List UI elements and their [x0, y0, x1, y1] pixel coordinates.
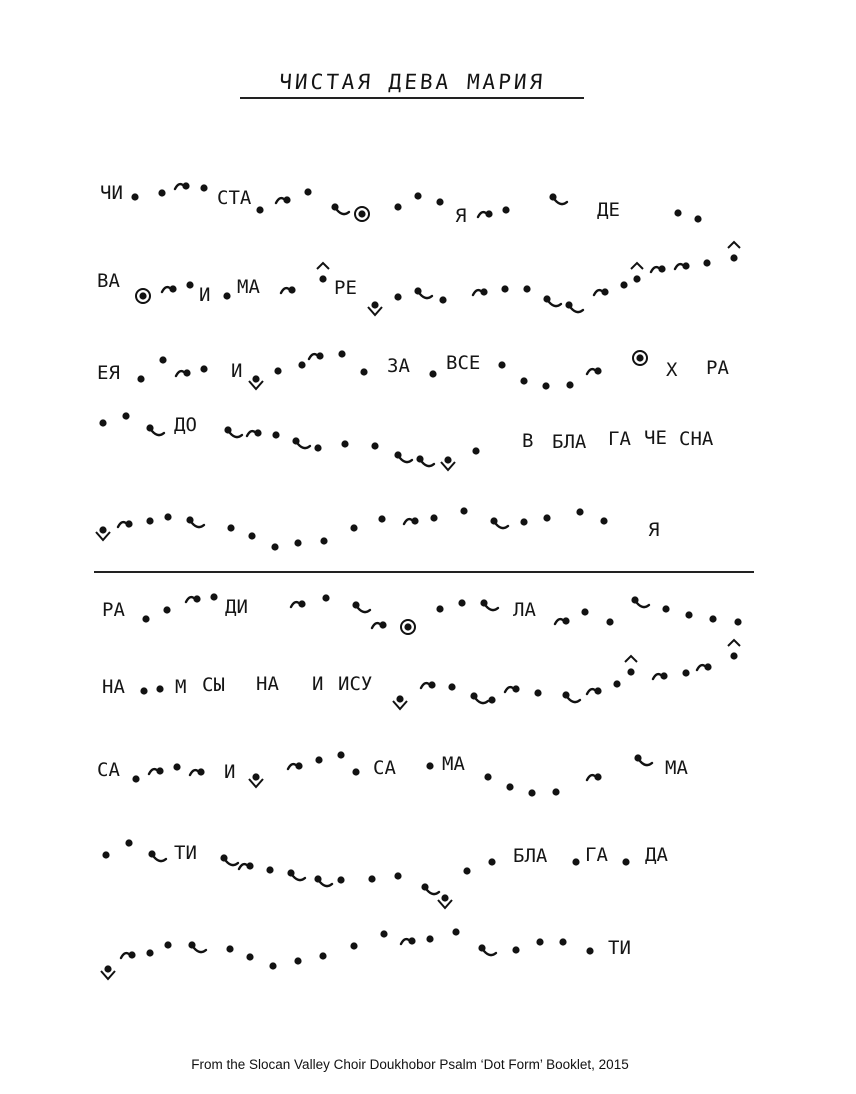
note-dot [594, 367, 601, 374]
note-dot [350, 524, 357, 531]
note-dot [480, 288, 487, 295]
note-dot [542, 382, 549, 389]
note-dot [338, 350, 345, 357]
note-dot [559, 938, 566, 945]
note-slur [420, 294, 432, 298]
note-dot [594, 687, 601, 694]
note-dot [256, 206, 263, 213]
note-caret [728, 242, 740, 248]
note-dot [254, 429, 261, 436]
syllable: ЗА [387, 355, 410, 377]
syllable: БЛА [552, 431, 587, 453]
note-dot [523, 285, 530, 292]
note-dot [488, 696, 495, 703]
note-dot [396, 695, 403, 702]
note-dot [283, 196, 290, 203]
note-caret [728, 640, 740, 646]
note-dot [271, 543, 278, 550]
syllable: ТИ [174, 842, 197, 864]
note-dot [173, 763, 180, 770]
note-dot [658, 265, 665, 272]
note-dot [378, 515, 385, 522]
note-slur [549, 302, 561, 306]
note-dot [408, 937, 415, 944]
syllable: И [224, 761, 236, 783]
note-dot [99, 526, 106, 533]
page-title: ЧИСТАЯ ДЕВА МАРИЯ [278, 70, 547, 94]
note-dot [320, 537, 327, 544]
note-dot [594, 773, 601, 780]
note-dot [501, 285, 508, 292]
note-dot [485, 210, 492, 217]
note-dot [484, 773, 491, 780]
note-dot [137, 375, 144, 382]
note-dot [294, 539, 301, 546]
note-dot [463, 867, 470, 874]
note-slur [571, 308, 583, 312]
syllable: ДА [645, 844, 668, 866]
note-slur [337, 210, 349, 214]
note-caret [631, 263, 643, 269]
note-dot [164, 941, 171, 948]
note-dot [536, 938, 543, 945]
syllable: ЕЯ [97, 362, 120, 384]
note-dot [248, 532, 255, 539]
note-slur [640, 761, 652, 765]
note-slur [484, 951, 496, 955]
syllable: И [312, 673, 324, 695]
note-caret [317, 263, 329, 269]
note-dot [394, 872, 401, 879]
note-dot [528, 789, 535, 796]
note-slur [486, 606, 498, 610]
syllable: МА [665, 757, 688, 779]
syllable: ЧЕ [644, 427, 667, 449]
note-dot [122, 412, 129, 419]
syllable: СЫ [202, 674, 225, 696]
note-dot [436, 198, 443, 205]
syllable: СНА [679, 428, 714, 450]
note-dot [660, 672, 667, 679]
syllable: ВСЕ [446, 352, 481, 374]
note-dot [159, 356, 166, 363]
verse1-line3-lyrics [97, 352, 729, 384]
syllable: ДИ [225, 596, 248, 618]
note-dot [586, 947, 593, 954]
note-dot [704, 663, 711, 670]
note-dot [266, 866, 273, 873]
note-dot [246, 953, 253, 960]
note-dot [186, 281, 193, 288]
note-dot [169, 285, 176, 292]
note-dot [636, 354, 643, 361]
note-dot [272, 431, 279, 438]
syllable: МА [237, 276, 260, 298]
note-slur [194, 948, 206, 952]
note-dot [252, 375, 259, 382]
note-dot [368, 875, 375, 882]
note-slur [555, 200, 567, 204]
note-dot [314, 444, 321, 451]
note-dot [441, 894, 448, 901]
note-dot [337, 876, 344, 883]
note-dot [411, 517, 418, 524]
note-dot [295, 762, 302, 769]
note-dot [444, 456, 451, 463]
note-dot [601, 288, 608, 295]
note-dot [298, 361, 305, 368]
note-dot [322, 594, 329, 601]
note-dot [439, 296, 446, 303]
note-slur [226, 861, 238, 865]
note-dot [627, 668, 634, 675]
note-dot [452, 928, 459, 935]
note-slur [358, 608, 370, 612]
syllable: СТА [217, 187, 252, 209]
note-slur [298, 444, 310, 448]
syllable: НА [256, 673, 279, 695]
note-dot [319, 952, 326, 959]
note-dot [269, 962, 276, 969]
note-dot [730, 652, 737, 659]
note-caret [625, 656, 637, 662]
syllable: ГА [585, 844, 608, 866]
note-dot [682, 262, 689, 269]
note-dot [223, 292, 230, 299]
syllable: ГА [608, 428, 631, 450]
note-dot [694, 215, 701, 222]
note-dot [125, 839, 132, 846]
syllable: СА [97, 759, 120, 781]
syllable: МА [442, 753, 465, 775]
note-dot [674, 209, 681, 216]
note-dot [502, 206, 509, 213]
note-dot [622, 858, 629, 865]
note-dot [520, 518, 527, 525]
note-dot [414, 192, 421, 199]
note-dot [734, 618, 741, 625]
note-dot [352, 768, 359, 775]
note-slur [400, 458, 412, 462]
note-dot [128, 951, 135, 958]
note-dot [298, 600, 305, 607]
syllable: ЧИ [100, 182, 123, 204]
note-dot [428, 681, 435, 688]
note-dot [394, 293, 401, 300]
note-slur [293, 876, 305, 880]
verse1-line2-lyrics [97, 270, 357, 306]
syllable: В [522, 430, 534, 452]
note-dot [274, 367, 281, 374]
note-slur [192, 523, 204, 527]
syllable: НА [102, 676, 125, 698]
note-dot [227, 524, 234, 531]
note-dot [662, 605, 669, 612]
note-dot [379, 621, 386, 628]
note-dot [709, 615, 716, 622]
note-dot [304, 188, 311, 195]
syllable: ДЕ [597, 199, 620, 221]
syllable: ИСУ [338, 673, 373, 695]
verse2-line5-lyrics [608, 937, 631, 959]
note-dot [685, 611, 692, 618]
note-dot [472, 447, 479, 454]
syllable: Я [648, 519, 660, 541]
note-dot [164, 513, 171, 520]
syllable: ДО [174, 414, 197, 436]
note-slur [427, 890, 439, 894]
syllable: Я [455, 205, 467, 227]
note-dot [102, 851, 109, 858]
note-dot [371, 301, 378, 308]
note-dot [512, 685, 519, 692]
syllable: ВА [97, 270, 120, 292]
note-dot [498, 361, 505, 368]
note-slur [320, 882, 332, 886]
note-dot [341, 440, 348, 447]
verse1-line5-lyrics [648, 519, 659, 541]
note-dot [703, 259, 710, 266]
note-dot [197, 768, 204, 775]
note-dot [394, 203, 401, 210]
note-dot [350, 942, 357, 949]
note-dot [566, 381, 573, 388]
syllable: ТИ [608, 937, 631, 959]
syllable: РА [706, 357, 729, 379]
note-dot [158, 189, 165, 196]
note-dot [576, 508, 583, 515]
syllable: Х [666, 359, 678, 381]
note-dot [315, 756, 322, 763]
note-dot [458, 599, 465, 606]
note-slur [568, 698, 580, 702]
note-dot [99, 419, 106, 426]
note-dot [246, 862, 253, 869]
note-dot [552, 788, 559, 795]
note-dot [606, 618, 613, 625]
note-dot [543, 514, 550, 521]
syllable: РЕ [334, 277, 357, 299]
note-dot [156, 685, 163, 692]
note-dot [125, 520, 132, 527]
note-dot [633, 275, 640, 282]
note-dot [562, 617, 569, 624]
note-dot [426, 935, 433, 942]
note-slur [496, 524, 508, 528]
note-dot [682, 669, 689, 676]
note-dot [358, 210, 365, 217]
note-dot [226, 945, 233, 952]
note-dot [429, 370, 436, 377]
note-dot [380, 930, 387, 937]
note-dot [131, 193, 138, 200]
note-dot [182, 182, 189, 189]
note-dot [294, 957, 301, 964]
note-dot [430, 514, 437, 521]
note-dot [200, 365, 207, 372]
note-dot [488, 858, 495, 865]
note-dot [600, 517, 607, 524]
syllable: ЛА [513, 599, 536, 621]
note-dot [139, 292, 146, 299]
note-slur [152, 431, 164, 435]
note-dot [316, 352, 323, 359]
note-dot [448, 683, 455, 690]
syllable: И [231, 360, 243, 382]
note-dot [360, 368, 367, 375]
syllable: РА [102, 599, 125, 621]
note-dot [146, 949, 153, 956]
note-dot [460, 507, 467, 514]
note-dot [156, 767, 163, 774]
source-caption: From the Slocan Valley Choir Doukhobor Psalm ‘Dot Form’ Booklet, 2015 [191, 1057, 629, 1072]
note-dot [288, 286, 295, 293]
note-dot [337, 751, 344, 758]
note-dot [193, 595, 200, 602]
note-dot [436, 605, 443, 612]
note-dot [534, 689, 541, 696]
note-dot [512, 946, 519, 953]
note-dot [319, 275, 326, 282]
syllable: СА [373, 757, 396, 779]
note-dot [200, 184, 207, 191]
note-dot [613, 680, 620, 687]
note-dot [572, 858, 579, 865]
note-slur [154, 857, 166, 861]
note-dot [730, 254, 737, 261]
note-dot [426, 762, 433, 769]
note-dot [132, 775, 139, 782]
note-dot [506, 783, 513, 790]
note-dot [163, 606, 170, 613]
note-dot [142, 615, 149, 622]
note-dot [620, 281, 627, 288]
note-slur [637, 603, 649, 607]
note-dot [210, 593, 217, 600]
note-dot [104, 965, 111, 972]
syllable: И [199, 284, 211, 306]
note-slur [230, 433, 242, 437]
note-dot [404, 623, 411, 630]
note-dot [146, 517, 153, 524]
note-slur [476, 699, 488, 703]
syllable: М [175, 676, 187, 698]
note-dot [183, 369, 190, 376]
note-dot [140, 687, 147, 694]
note-dot [371, 442, 378, 449]
note-dot [581, 608, 588, 615]
note-dot [252, 773, 259, 780]
syllable: БЛА [513, 845, 548, 867]
note-dot [520, 377, 527, 384]
note-slur [422, 462, 434, 466]
